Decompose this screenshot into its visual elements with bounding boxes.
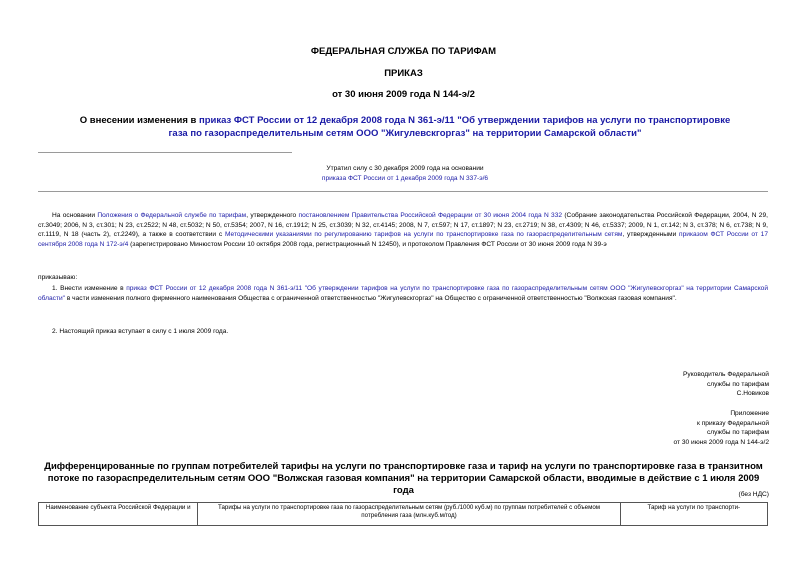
signature-name: С.Новиков (736, 390, 769, 398)
fst-order-link[interactable]: приказом ФСТ России от 17 сентября 2008 года N 172-э/4 (38, 231, 768, 248)
fst-regulation-link[interactable]: Положения о Федеральной службе по тарифам (97, 212, 247, 219)
amended-order-link-2[interactable]: приказ ФСТ России от 12 декабря 2008 года N 361-э/11 "Об утверждении тарифов на услуги по транспортировке газа по газораспределительным сетям ООО "Жигулевскгоргаз" на территории Самарской области" (38, 285, 768, 302)
status-line: Утратил силу с 30 декабря 2009 года на основании (326, 165, 484, 172)
tariff-table (38, 502, 768, 526)
basis-text: , утвержденного (246, 212, 299, 219)
item-text: в части изменения полного фирменного наименования Общества с ограниченной ответственностью "Жигулевскгоргаз" на Общество с ограниченной ответственностью "Волжская газовая компания". (65, 294, 677, 302)
doc-type: ПРИКАЗ (384, 68, 423, 79)
signature-line: Руководитель Федеральной (683, 371, 769, 378)
doc-date: от 30 июня 2009 года N 144-э/2 (332, 89, 475, 100)
methodical-guidelines-link[interactable]: Методическими указаниями по регулированию тарифов на услуги по транспортировке газа по газораспределительным сетям (224, 231, 623, 239)
appendix-block (674, 409, 770, 447)
col-transit-header: Тариф на услуги по транспорти- (620, 503, 767, 526)
divider (38, 191, 768, 192)
signature-line: службы по тарифам (706, 380, 769, 388)
basis-text: На основании (52, 212, 98, 219)
basis-text: (зарегистрировано Минюстом России 10 октября 2008 года, регистрационный N 12450), и протоколом Правления ФСТ России от 30 июня 2009 года N 39-э (128, 240, 607, 248)
order-item-2: 2. Настоящий приказ вступает в силу с 1 июля 2009 года. (52, 328, 229, 335)
government-resolution-link[interactable]: постановлением Правительства Российской Федерации от 30 июня 2004 года N 332 (298, 212, 563, 219)
status-note (150, 164, 660, 183)
doc-title (75, 114, 735, 140)
table-title: Дифференцированные по группам потребителей тарифы на услуги по транспортировке газа и тариф на услуги по транспортировке газа в транзитном потоке по газораспределительным сетям ООО "Волжская газовая компания" на территории Самарской области, вводимые в действие с 1 июля 2009 года (44, 461, 763, 496)
basis-text: (Собрание законодательства Российской Федерации, 2004, N 29, ст.3049; 2006, N 3, ст.301; N 23, ст.2522; N 48, ст.5032; N 50, ст.5354; 2007, N 16, ст.1912; N 25, ст.3039; N 32, ст.4145; 2008, N 7, ст.597; N 17, ст.1897; N 23, ст.2719; N 38, ст.4309; N 46, ст.5337; 2009, N 1, ст.142; N 3, ст.378; N 6, ст.738; N 9, ст.1119, N 18 (часть 2), ст.2249), а также в соответствии с (38, 212, 768, 239)
order-item-1 (38, 284, 768, 303)
appendix-line: к приказу Федеральной (697, 419, 769, 427)
basis-text: , утвержденными (622, 231, 680, 239)
divider (38, 152, 292, 153)
orders-label: приказываю: (38, 274, 78, 281)
appendix-line: Приложение (730, 410, 769, 417)
amended-order-link[interactable]: приказ ФСТ России от 12 декабря 2008 года N 361-э/11 "Об утверждении тарифов на услуги по транспортировке газа по газораспределительным сетям ООО "Жигулевскгоргаз" на территории Самарской области" (168, 115, 731, 139)
basis-paragraph (38, 211, 768, 249)
doc-title-prefix: О внесении изменения в (79, 115, 200, 126)
table-header-row (39, 503, 768, 526)
appendix-line: от 30 июня 2009 года N 144-э/2 (673, 438, 769, 446)
col-region-header: Наименование субъекта Российской Федерации и (39, 503, 198, 526)
agency-name: ФЕДЕРАЛЬНАЯ СЛУЖБА ПО ТАРИФАМ (310, 46, 497, 57)
signature-block (683, 370, 769, 399)
vat-note: (без НДС) (738, 491, 769, 498)
appendix-line: службы по тарифам (706, 429, 769, 437)
item-text: 1. Внести изменение в (52, 285, 127, 292)
repeal-order-link[interactable]: приказа ФСТ России от 1 декабря 2009 года N 337-э/6 (321, 174, 489, 182)
col-tariffs-header: Тарифы на услуги по транспортировке газа по газораспределительным сетям (руб./1000 куб.м) по группам потребителей с объемом потребления газа (млн.куб.м/год) (198, 503, 620, 526)
